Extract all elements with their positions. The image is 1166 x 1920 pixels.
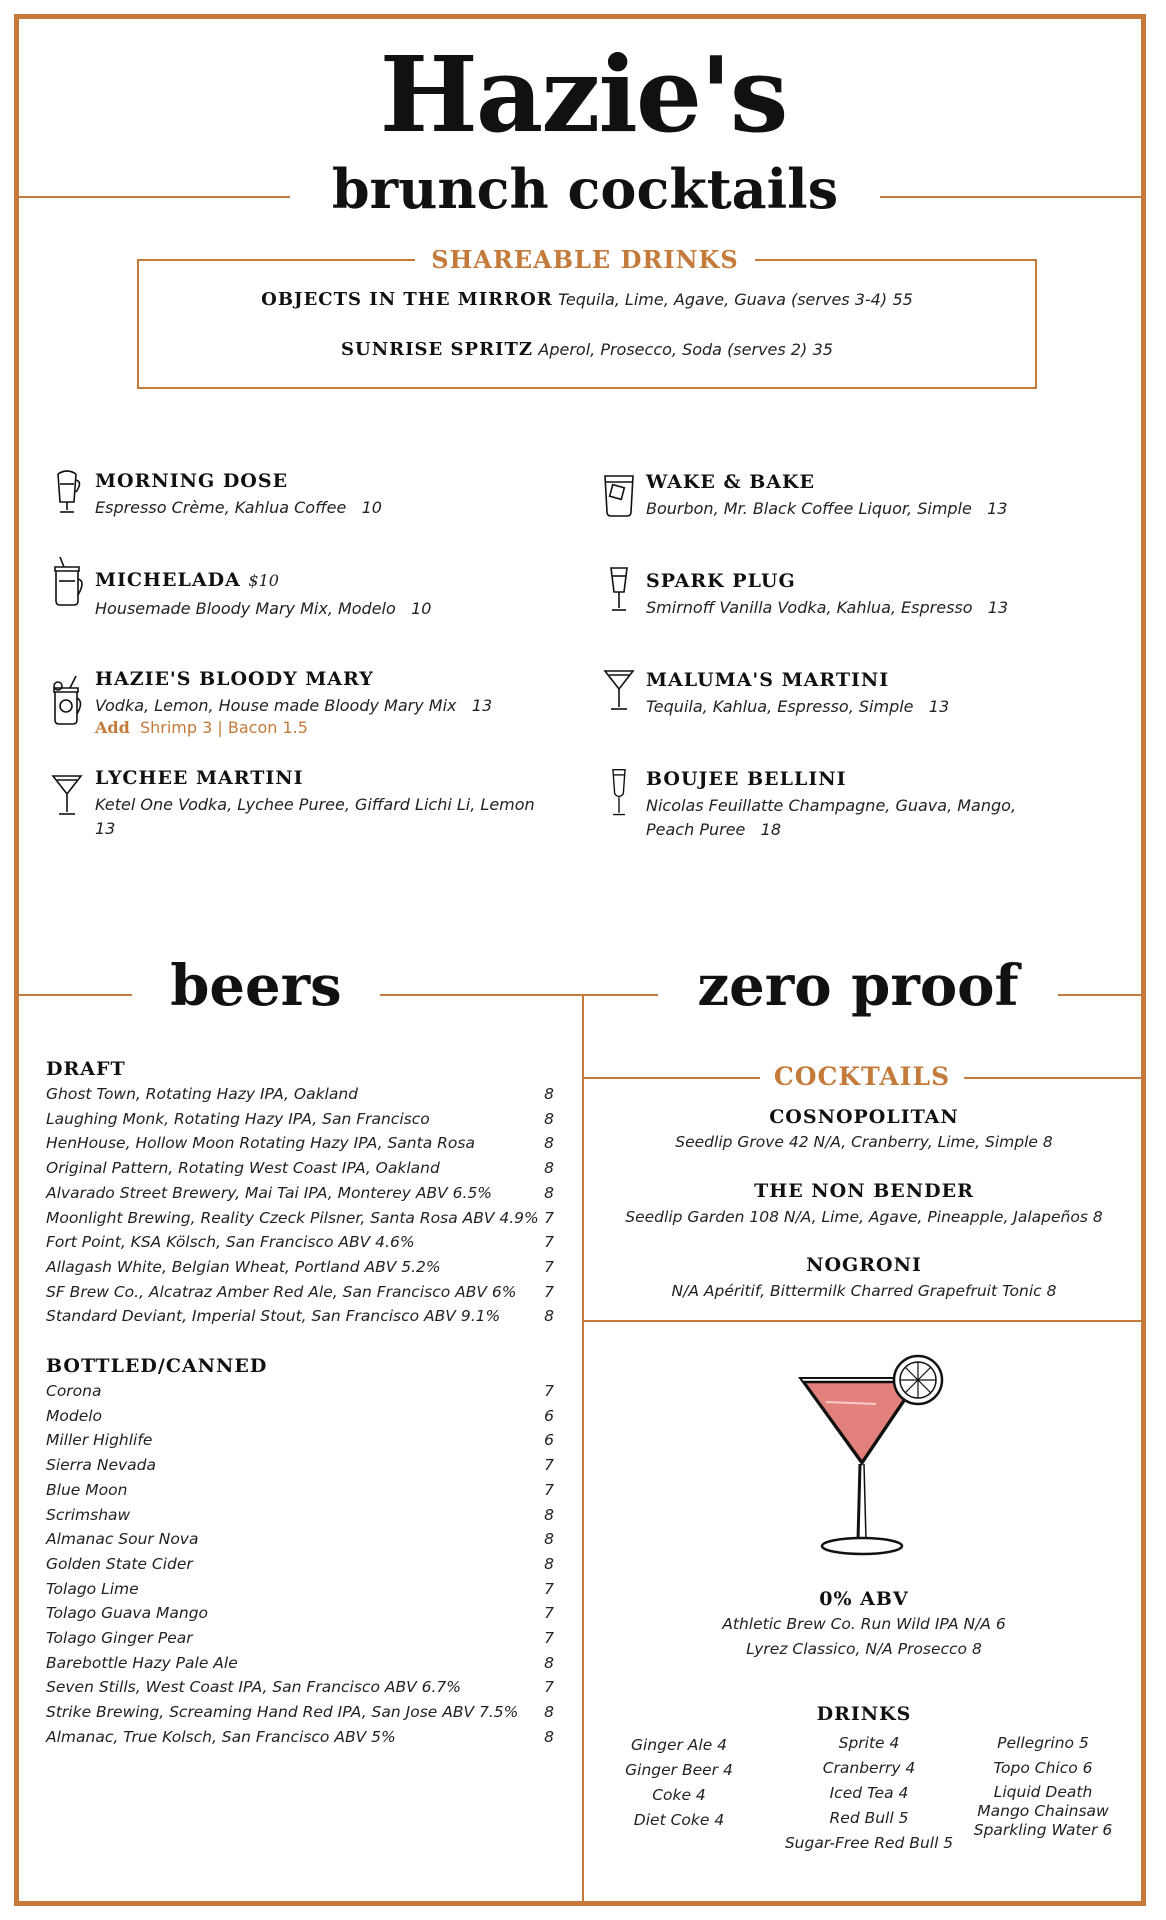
beer-price: 8 (544, 1530, 554, 1549)
beer-price: 6 (544, 1406, 554, 1425)
zero-cocktail-desc: Seedlip Grove 42 N/A, Cranberry, Lime, Simple 8 (675, 1133, 1053, 1151)
beer-row (46, 1407, 554, 1432)
cocktail-desc (646, 818, 1126, 842)
beer-name: Miller Highlife (46, 1431, 153, 1450)
beer-row (46, 1134, 554, 1159)
beer-row (46, 1456, 554, 1481)
beer-name: Original Pattern, Rotating West Coast IPA, Oakland (46, 1159, 440, 1178)
beer-row (46, 1629, 554, 1654)
cocktail-desc (95, 597, 565, 621)
beer-row (46, 1085, 554, 1110)
beer-price: 8 (544, 1109, 554, 1128)
beer-name: Golden State Cider (46, 1554, 193, 1573)
beer-price: 8 (544, 1653, 554, 1672)
cocktail-price: 10 (361, 498, 382, 517)
beer-price: 8 (544, 1554, 554, 1573)
cocktail-price: 10 (411, 599, 432, 618)
beer-name: Blue Moon (46, 1480, 128, 1499)
add-label: Add (95, 718, 130, 737)
cocktail-price: 13 (95, 819, 116, 838)
beer-price: 7 (544, 1604, 554, 1623)
zero-cocktail-desc: N/A Apéritif, Bittermilk Charred Grapefruit Tonic 8 (671, 1282, 1057, 1300)
beer-row (46, 1481, 554, 1506)
drink-item: Mango Chainsaw (977, 1802, 1109, 1820)
beer-name: Strike Brewing, Screaming Hand Red IPA, San Jose ABV 7.5% (46, 1703, 519, 1722)
cocktail-price: 13 (987, 598, 1009, 617)
beer-price: 7 (544, 1208, 554, 1227)
drink-item: Sprite 4 (838, 1734, 900, 1752)
beer-row (46, 1530, 554, 1555)
drink-item: Sugar-Free Red Bull 5 (784, 1834, 954, 1852)
beer-price: 8 (544, 1085, 554, 1103)
zero-cocktail-name: NOGRONI (806, 1254, 922, 1276)
zero-cocktail-name: THE NON BENDER (754, 1180, 974, 1202)
cosmopolitan-glass-icon (796, 1352, 946, 1562)
cocktail-desc (95, 793, 565, 841)
beer-row (46, 1258, 554, 1283)
cocktail-name: MALUMA'S MARTINI (646, 669, 890, 691)
drink-item: Pellegrino 5 (997, 1734, 1089, 1752)
beer-name: Scrimshaw (46, 1505, 131, 1524)
shareable-item-desc: Tequila, Lime, Agave, Guava (serves 3-4) (558, 290, 888, 309)
cocktail-price: 18 (760, 820, 781, 839)
brand-tagline: brunch cocktails (290, 160, 880, 219)
cocktail-name: LYCHEE MARTINI (95, 767, 304, 789)
drink-item: Cranberry 4 (822, 1759, 916, 1777)
beer-name: Allagash White, Belgian Wheat, Portland ABV 5.2% (46, 1257, 441, 1276)
beer-name: Ghost Town, Rotating Hazy IPA, Oakland (46, 1085, 359, 1103)
beer-price: 8 (544, 1134, 554, 1153)
shareable-item-desc: Aperol, Prosecco, Soda (serves 2) (538, 340, 808, 359)
shareable-item-price: 55 (892, 290, 913, 309)
beer-name: SF Brew Co., Alcatraz Amber Red Ale, San Francisco ABV 6% (46, 1282, 517, 1301)
rocks-glass-icon (602, 470, 636, 520)
martini-icon (602, 665, 636, 715)
brand-title: Hazie's (379, 33, 787, 156)
cocktail-price: 13 (471, 696, 493, 715)
martini-icon (50, 770, 84, 820)
irish-coffee-icon (50, 466, 84, 516)
cocktail-name: BOUJEE BELLINI (646, 768, 847, 790)
beer-row (46, 1184, 554, 1209)
abv-heading: 0% ABV (819, 1588, 909, 1610)
beer-price: 7 (544, 1282, 554, 1301)
zero-proof-title: zero proof (658, 956, 1058, 1018)
shareable-item-price: 35 (812, 340, 833, 359)
beer-row (46, 1728, 554, 1753)
cocktail-ingredients: Bourbon, Mr. Black Coffee Liquor, Simple (646, 499, 972, 518)
beers-title: beers (132, 956, 380, 1018)
abv-item: Athletic Brew Co. Run Wild IPA N/A 6 (722, 1615, 1006, 1633)
beer-row (46, 1159, 554, 1184)
beer-price: 8 (544, 1183, 554, 1202)
draft-heading: DRAFT (46, 1058, 126, 1080)
cocktail-desc (646, 596, 1126, 620)
drinks-column (960, 1731, 1126, 1840)
cocktail-price: 13 (987, 499, 1008, 518)
beer-row (46, 1654, 554, 1679)
zero-proof-divider (584, 1320, 1141, 1322)
beer-row (46, 1703, 554, 1728)
drink-item: Topo Chico 6 (993, 1759, 1093, 1777)
beer-row (46, 1283, 554, 1308)
zero-proof-cocktails-heading: COCKTAILS (760, 1062, 964, 1091)
beer-name: Almanac Sour Nova (46, 1530, 199, 1549)
drinks-column (604, 1733, 754, 1833)
zero-cocktail-name: COSNOPOLITAN (769, 1106, 959, 1128)
cocktail-wake-and-bake (646, 471, 1126, 521)
beer-row (46, 1431, 554, 1456)
zero-cocktail-desc: Seedlip Garden 108 N/A, Lime, Agave, Pineapple, Jalapeños 8 (625, 1208, 1103, 1226)
drinks-column (776, 1731, 962, 1856)
cocktail-lychee-martini (95, 767, 565, 841)
shot-glass-icon (602, 566, 636, 616)
drinks-heading: DRINKS (816, 1703, 912, 1725)
cocktail-name: MORNING DOSE (95, 470, 289, 492)
beer-row (46, 1110, 554, 1135)
beer-name: Corona (46, 1382, 102, 1400)
beer-name: HenHouse, Hollow Moon Rotating Hazy IPA, Santa Rosa (46, 1134, 475, 1153)
cocktail-desc (646, 695, 1126, 719)
beer-price: 7 (544, 1257, 554, 1276)
beer-row (46, 1307, 554, 1332)
cocktail-extra-price: $10 (248, 571, 279, 590)
column-divider (582, 995, 584, 1905)
cocktail-spark-plug (646, 570, 1126, 620)
beer-row (46, 1580, 554, 1605)
abv-item: Lyrez Classico, N/A Prosecco 8 (746, 1640, 982, 1658)
beer-name: Almanac, True Kolsch, San Francisco ABV 5% (46, 1727, 396, 1746)
add-ons (95, 718, 565, 737)
champagne-flute-icon (602, 768, 636, 818)
beer-name: Tolago Guava Mango (46, 1604, 209, 1623)
beer-name: Alvarado Street Brewery, Mai Tai IPA, Monterey ABV 6.5% (46, 1183, 493, 1202)
beer-price: 7 (544, 1382, 554, 1400)
beer-price: 7 (544, 1629, 554, 1647)
cocktail-boujee-bellini (646, 768, 1126, 842)
drink-item: Ginger Beer 4 (625, 1761, 733, 1779)
beer-price: 8 (544, 1727, 554, 1746)
bottled-heading: BOTTLED/CANNED (46, 1355, 268, 1377)
cocktail-ingredients-cont: Peach Puree (646, 820, 746, 839)
beer-price: 8 (544, 1159, 554, 1178)
beer-name: Sierra Nevada (46, 1456, 156, 1475)
beer-row (46, 1678, 554, 1703)
cocktail-name: HAZIE'S BLOODY MARY (95, 668, 374, 690)
shareable-item-name: OBJECTS IN THE MIRROR (261, 289, 553, 310)
beer-price: 8 (544, 1307, 554, 1326)
beer-price: 7 (544, 1579, 554, 1598)
beer-name: Fort Point, KSA Kölsch, San Francisco ABV 4.6% (46, 1233, 415, 1252)
cocktail-name: SPARK PLUG (646, 570, 796, 592)
beer-price: 7 (544, 1233, 554, 1252)
beer-name: Standard Deviant, Imperial Stout, San Francisco ABV 9.1% (46, 1307, 501, 1326)
shareable-box (137, 259, 1037, 389)
cocktail-ingredients: Espresso Crème, Kahlua Coffee (95, 498, 347, 517)
cocktail-name: MICHELADA (95, 569, 241, 591)
beer-price: 8 (544, 1505, 554, 1524)
beer-row (46, 1555, 554, 1580)
beer-price: 6 (544, 1431, 554, 1450)
shareable-item-name: SUNRISE SPRITZ (341, 339, 533, 360)
cocktail-malumas-martini (646, 669, 1126, 719)
beer-row (46, 1604, 554, 1629)
mason-jar-icon (50, 557, 84, 607)
shareable-item (137, 339, 1037, 360)
beer-name: Tolago Lime (46, 1579, 139, 1598)
cocktail-morning-dose (95, 470, 565, 520)
drink-item: Ginger Ale 4 (630, 1736, 728, 1754)
shareable-item (137, 289, 1037, 310)
beer-name: Laughing Monk, Rotating Hazy IPA, San Francisco (46, 1109, 430, 1128)
cocktail-name: WAKE & BAKE (646, 471, 816, 493)
drink-item: Diet Coke 4 (633, 1811, 725, 1829)
bloody-mary-jar-icon (50, 676, 84, 726)
beer-price: 8 (544, 1703, 554, 1722)
cocktail-ingredients: Housemade Bloody Mary Mix, Modelo (95, 599, 396, 618)
cocktail-ingredients: Nicolas Feuillatte Champagne, Guava, Mango, (646, 796, 1017, 815)
drink-item: Sparkling Water 6 (973, 1821, 1113, 1839)
beer-row (46, 1506, 554, 1531)
beer-name: Seven Stills, West Coast IPA, San Francisco ABV 6.7% (46, 1678, 461, 1697)
beer-price: 7 (544, 1456, 554, 1475)
drink-item: Coke 4 (652, 1786, 706, 1804)
beer-name: Moonlight Brewing, Reality Czeck Pilsner, Santa Rosa ABV 4.9% (46, 1208, 539, 1227)
cocktail-price: 13 (928, 697, 950, 716)
cocktail-desc (646, 497, 1126, 521)
cocktail-name-line (95, 569, 565, 593)
drink-item: Iced Tea 4 (829, 1784, 909, 1802)
beer-price: 7 (544, 1678, 554, 1697)
drink-item: Liquid Death (993, 1783, 1093, 1801)
cocktail-desc (95, 694, 565, 718)
cocktail-ingredients: Vodka, Lemon, House made Bloody Mary Mix (95, 696, 457, 715)
beer-name: Tolago Ginger Pear (46, 1629, 193, 1647)
beer-row (46, 1382, 554, 1407)
shareable-heading: SHAREABLE DRINKS (415, 245, 755, 274)
beer-name: Barebottle Hazy Pale Ale (46, 1653, 238, 1672)
beer-row (46, 1209, 554, 1234)
cocktail-ingredients: Ketel One Vodka, Lychee Puree, Giffard Lichi Li, Lemon (95, 795, 535, 814)
cocktail-ingredients: Tequila, Kahlua, Espresso, Simple (646, 697, 914, 716)
cocktail-ingredients: Smirnoff Vanilla Vodka, Kahlua, Espresso (646, 598, 973, 617)
drink-item: Red Bull 5 (829, 1809, 909, 1827)
cocktail-michelada (95, 569, 565, 621)
beer-row (46, 1233, 554, 1258)
add-options: Shrimp 3 | Bacon 1.5 (139, 718, 308, 737)
beer-price: 7 (544, 1480, 554, 1499)
cocktail-hazies-bloody-mary (95, 668, 565, 737)
beer-name: Modelo (46, 1406, 103, 1425)
cocktail-desc (95, 496, 565, 520)
